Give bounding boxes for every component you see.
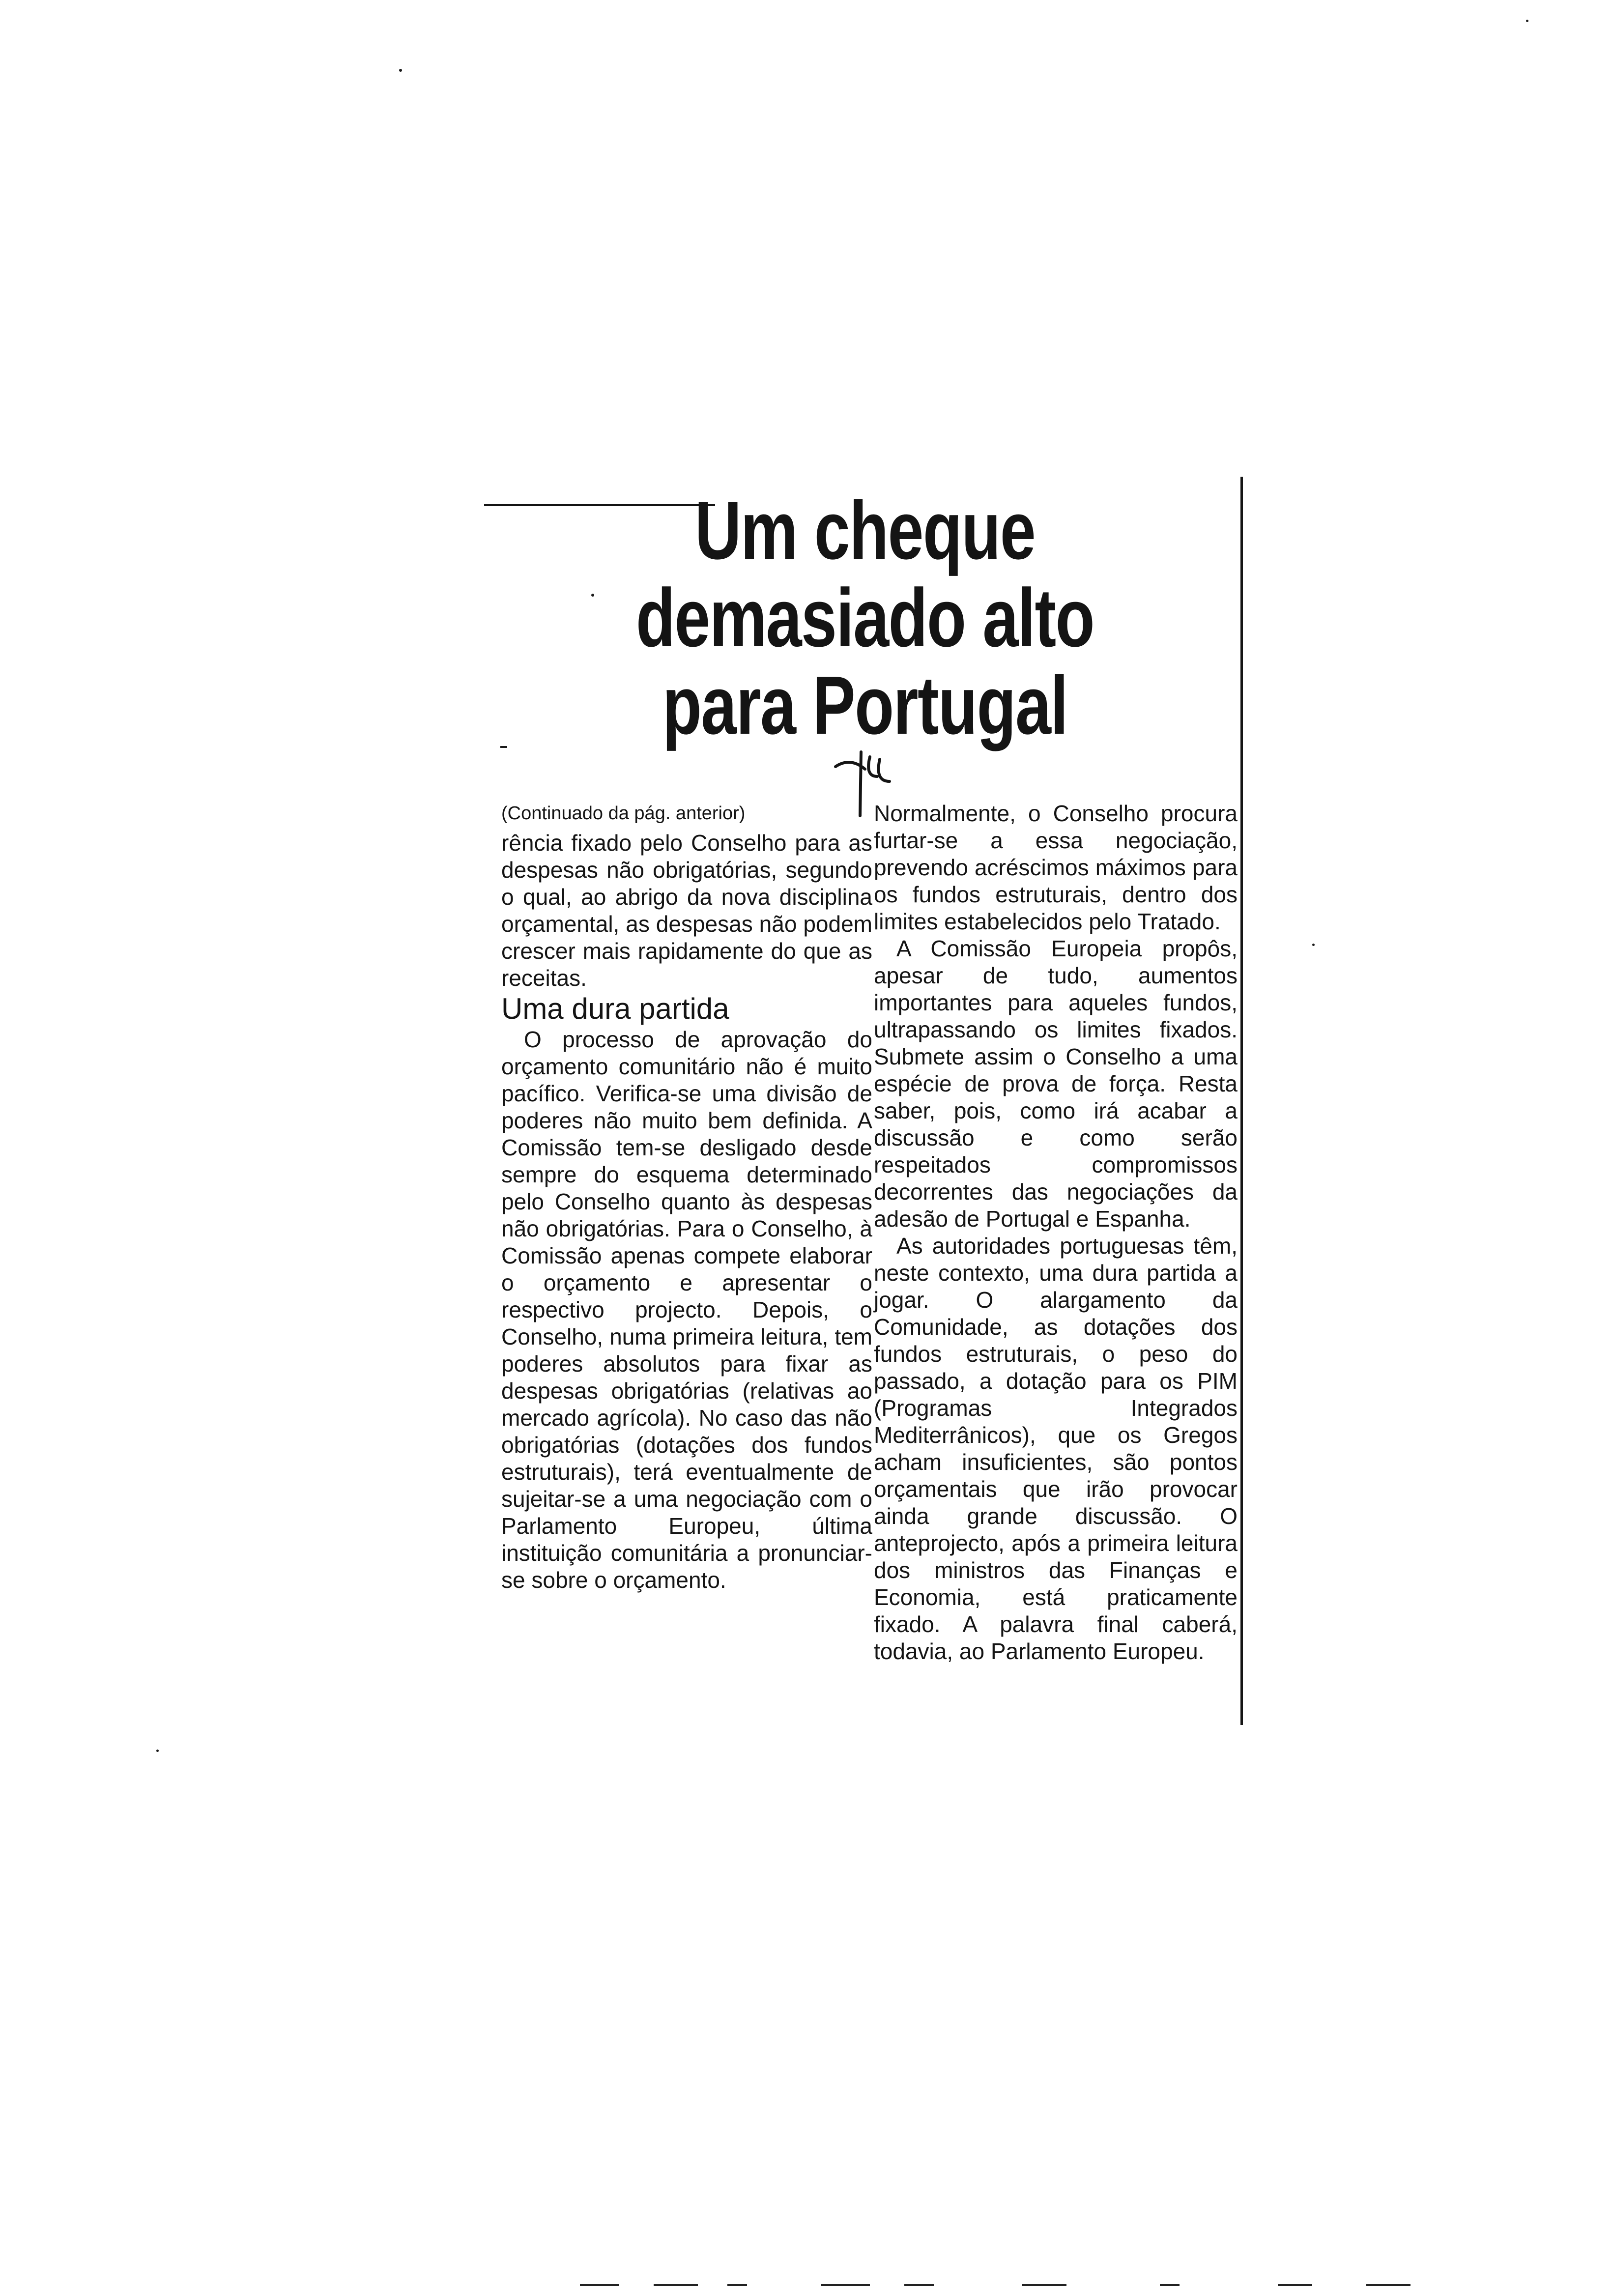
subheading: Uma dura partida xyxy=(501,992,729,1025)
headline-line-1: Um cheque xyxy=(694,484,1036,576)
paragraph: As autoridades portuguesas têm, neste contexto, uma dura partida a jogar. O alargamento da Comunidade, as dotações dos fundos estruturais, o peso do passado, a dotação para os PIM (Programas Integrados Mediterrânicos), que os Gregos acham insuficientes, são pontos orçamentais que irão provocar ainda grande discussão. O anteprojecto, após a primeira leitura dos ministros das Finanças e Economia, está praticamente fixado. A palavra final caberá, todavia, ao Parlamento Europeu. xyxy=(874,1233,1238,1664)
paragraph: rência fixado pelo Conselho para as despesas não obrigatórias, segundo o qual, ao abrigo da nova disciplina orçamental, as despesas não podem crescer mais rapidamente do que as receitas. xyxy=(501,830,872,991)
continued-note: (Continuado da pág. anterior) xyxy=(501,803,746,824)
headline-line-2: demasiado alto xyxy=(635,572,1094,664)
column-rule xyxy=(1240,477,1243,1725)
scan-speck xyxy=(399,69,402,72)
scan-speck xyxy=(1526,20,1528,22)
scan-speck xyxy=(500,746,507,748)
scan-speck xyxy=(1312,944,1315,946)
article-headline xyxy=(593,484,1137,751)
paragraph: A Comissão Europeia propôs, apesar de tudo, aumentos importantes para aqueles fundos, ultrapassando os limites fixados. Submete assim o Conselho a uma espécie de prova de força. Resta saber, pois, como irá acabar a discussão e como serão respeitados compromissos decorrentes das negociações da adesão de Portugal e Espanha. xyxy=(874,936,1238,1232)
headline-line-3: para Portugal xyxy=(662,659,1068,751)
paragraph: O processo de aprovação do orçamento comunitário não é muito pacífico. Verifica-se uma divisão de poderes não muito bem definida. A Comissão tem-se desligado desde sempre do esquema determinado pelo Conselho quanto às despesas não obrigatórias. Para o Conselho, à Comissão apenas compete elaborar o orçamento e apresentar o respectivo projecto. Depois, o Conselho, numa primeira leitura, tem poderes absolutos para fixar as despesas obrigatórias (relativas ao mercado agrícola). No caso das não obrigatórias (dotações dos fundos estruturais), terá eventualmente de sujeitar-se a uma negociação com o Parlamento Europeu, última instituição comunitária a pronunciar-se sobre o orçamento. xyxy=(501,1027,872,1593)
article-column-2 xyxy=(874,800,1238,1665)
scan-edge-marks xyxy=(580,2284,1425,2287)
paragraph: Normalmente, o Conselho procura furtar-se a essa negociação, prevendo acréscimos máximos para os fundos estruturais, dentro dos limites estabelecidos pelo Tratado. xyxy=(874,801,1238,934)
scan-speck xyxy=(156,1750,159,1752)
article-column-1 xyxy=(501,800,872,1594)
